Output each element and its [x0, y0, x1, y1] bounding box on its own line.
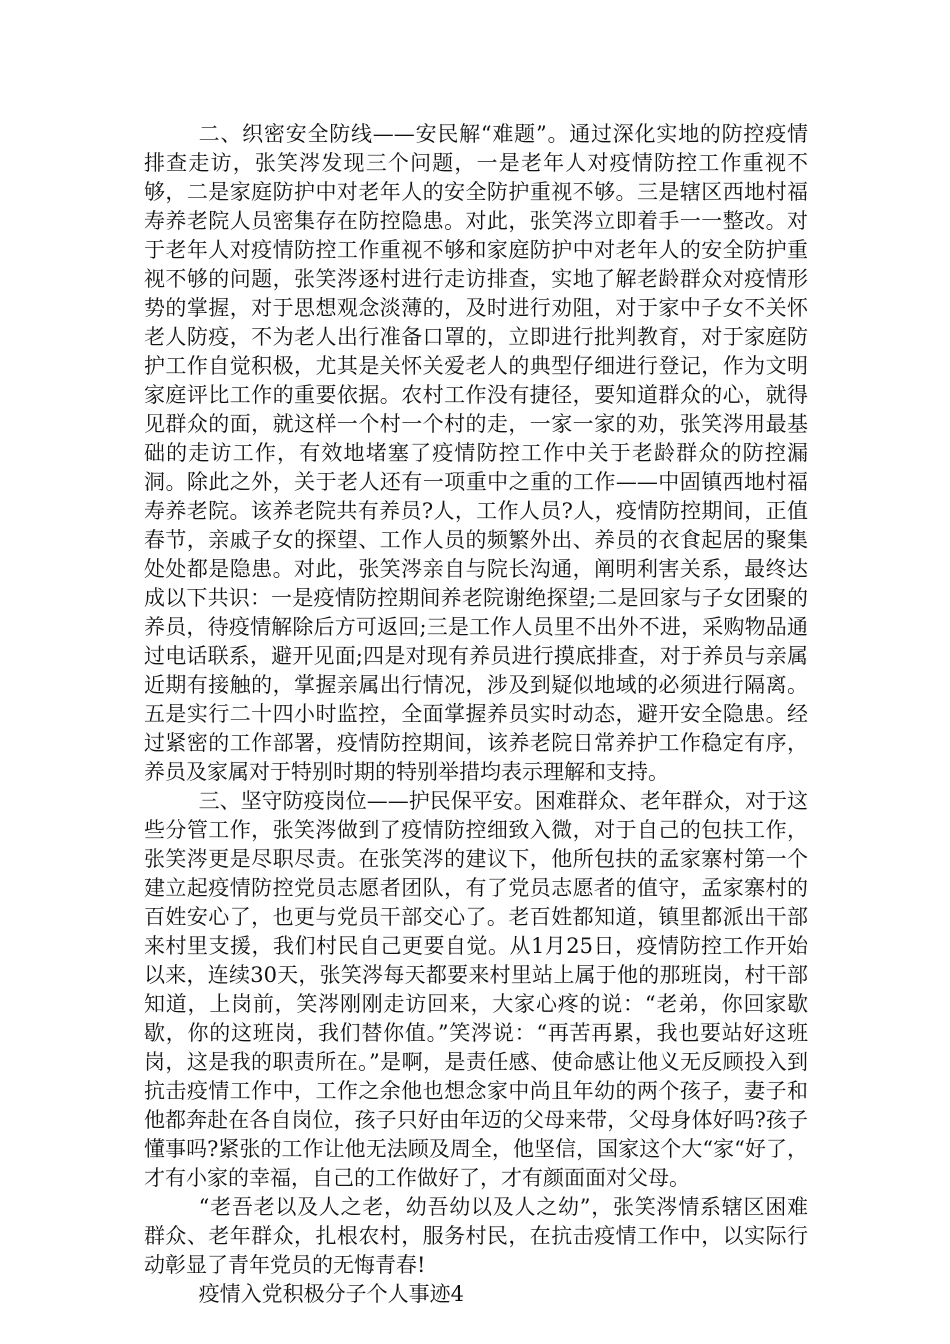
paragraph-section-three: 三、坚守防疫岗位——护民保平安。困难群众、老年群众，对于这些分管工作，张笑涔做到了疫情防控细致入微，对于自己的包扶工作，张笑涔更是尽职尽责。在张笑涔的建议下，他所包扶的孟家寨村第一个建立起疫情防控党员志愿者团队，有了党员志愿者的值守，孟家寨村的百姓安心了，也更与党员干部交心了。老百姓都知道，镇里都派出干部来村里支援，我们村民自己更要自觉。从1月25日，疫情防控工作开始以来，连续30天，张笑涔每天都要来村里站上属于他的那班岗，村干部知道，上岗前，笑涔刚刚走访回来，大家心疼的说：“老弟，你回家歇歇，你的这班岗，我们替你值。”笑涔说：“再苦再累，我也要站好这班岗，这是我的职责所在。”是啊，是责任感、使命感让他义无反顾投入到抗击疫情工作中，工作之余他也想念家中尚且年幼的两个孩子，妻子和他都奔赴在各自岗位，孩子只好由年迈的父母来带，父母身体好吗?孩子懂事吗?紧张的工作让他无法顾及周全，他坚信，国家这个大“家“好了，才有小家的幸福，自己的工作做好了，才有颜面面对父母。 — [144, 789, 808, 1190]
paragraph-conclusion: “老吾老以及人之老，幼吾幼以及人之幼”，张笑涔情系辖区困难群众、老年群众，扎根农村，服务村民，在抗击疫情工作中，以实际行动彰显了青年党员的无悔青春! — [144, 1195, 808, 1277]
paragraph-section-two: 二、织密安全防线——安民解“难题”。通过深化实地的防控疫情排查走访，张笑涔发现三个问题，一是老年人对疫情防控工作重视不够，二是家庭防护中对老年人的安全防护重视不够。三是辖区西地村福寿养老院人员密集存在防控隐患。对此，张笑涔立即着手一一整改。对于老年人对疫情防控工作重视不够和家庭防护中对老年人的安全防护重视不够的问题，张笑涔逐村进行走访排查，实地了解老龄群众对疫情形势的掌握，对于思想观念淡薄的，及时进行劝阻，对于家中子女不关怀老人防疫，不为老人出行准备口罩的，立即进行批判教育，对于家庭防护工作自觉积极，尤其是关怀关爱老人的典型仔细进行登记，作为文明家庭评比工作的重要依据。农村工作没有捷径，要知道群众的心，就得见群众的面，就这样一个村一个村的走，一家一家的劝，张笑涔用最基础的走访工作，有效地堵塞了疫情防控工作中关于老龄群众的防控漏洞。除此之外，关于老人还有一项重中之重的工作——中固镇西地村福寿养老院。该养老院共有养员?人，工作人员?人，疫情防控期间，正值春节，亲戚子女的探望、工作人员的频繁外出、养员的衣食起居的聚集处处都是隐患。对此，张笑涔亲自与院长沟通，阐明利害关系，最终达成以下共识：一是疫情防控期间养老院谢绝探望;二是回家与子女团聚的养员，待疫情解除后方可返回;三是工作人员里不出外不进，采购物品通过电话联系，避开见面;四是对现有养员进行摸底排查，对于养员与亲属近期有接触的，掌握亲属出行情况，涉及到疑似地域的必须进行隔离。五是实行二十四小时监控，全面掌握养员实时动态，避开安全隐患。经过紧密的工作部署，疫情防控期间，该养老院日常养护工作稳定有序，养员及家属对于特别时期的特别举措均表示理解和支持。 — [144, 122, 808, 784]
document-page — [144, 120, 808, 1309]
section-heading: 疫情入党积极分子个人事迹4 — [198, 1282, 464, 1306]
